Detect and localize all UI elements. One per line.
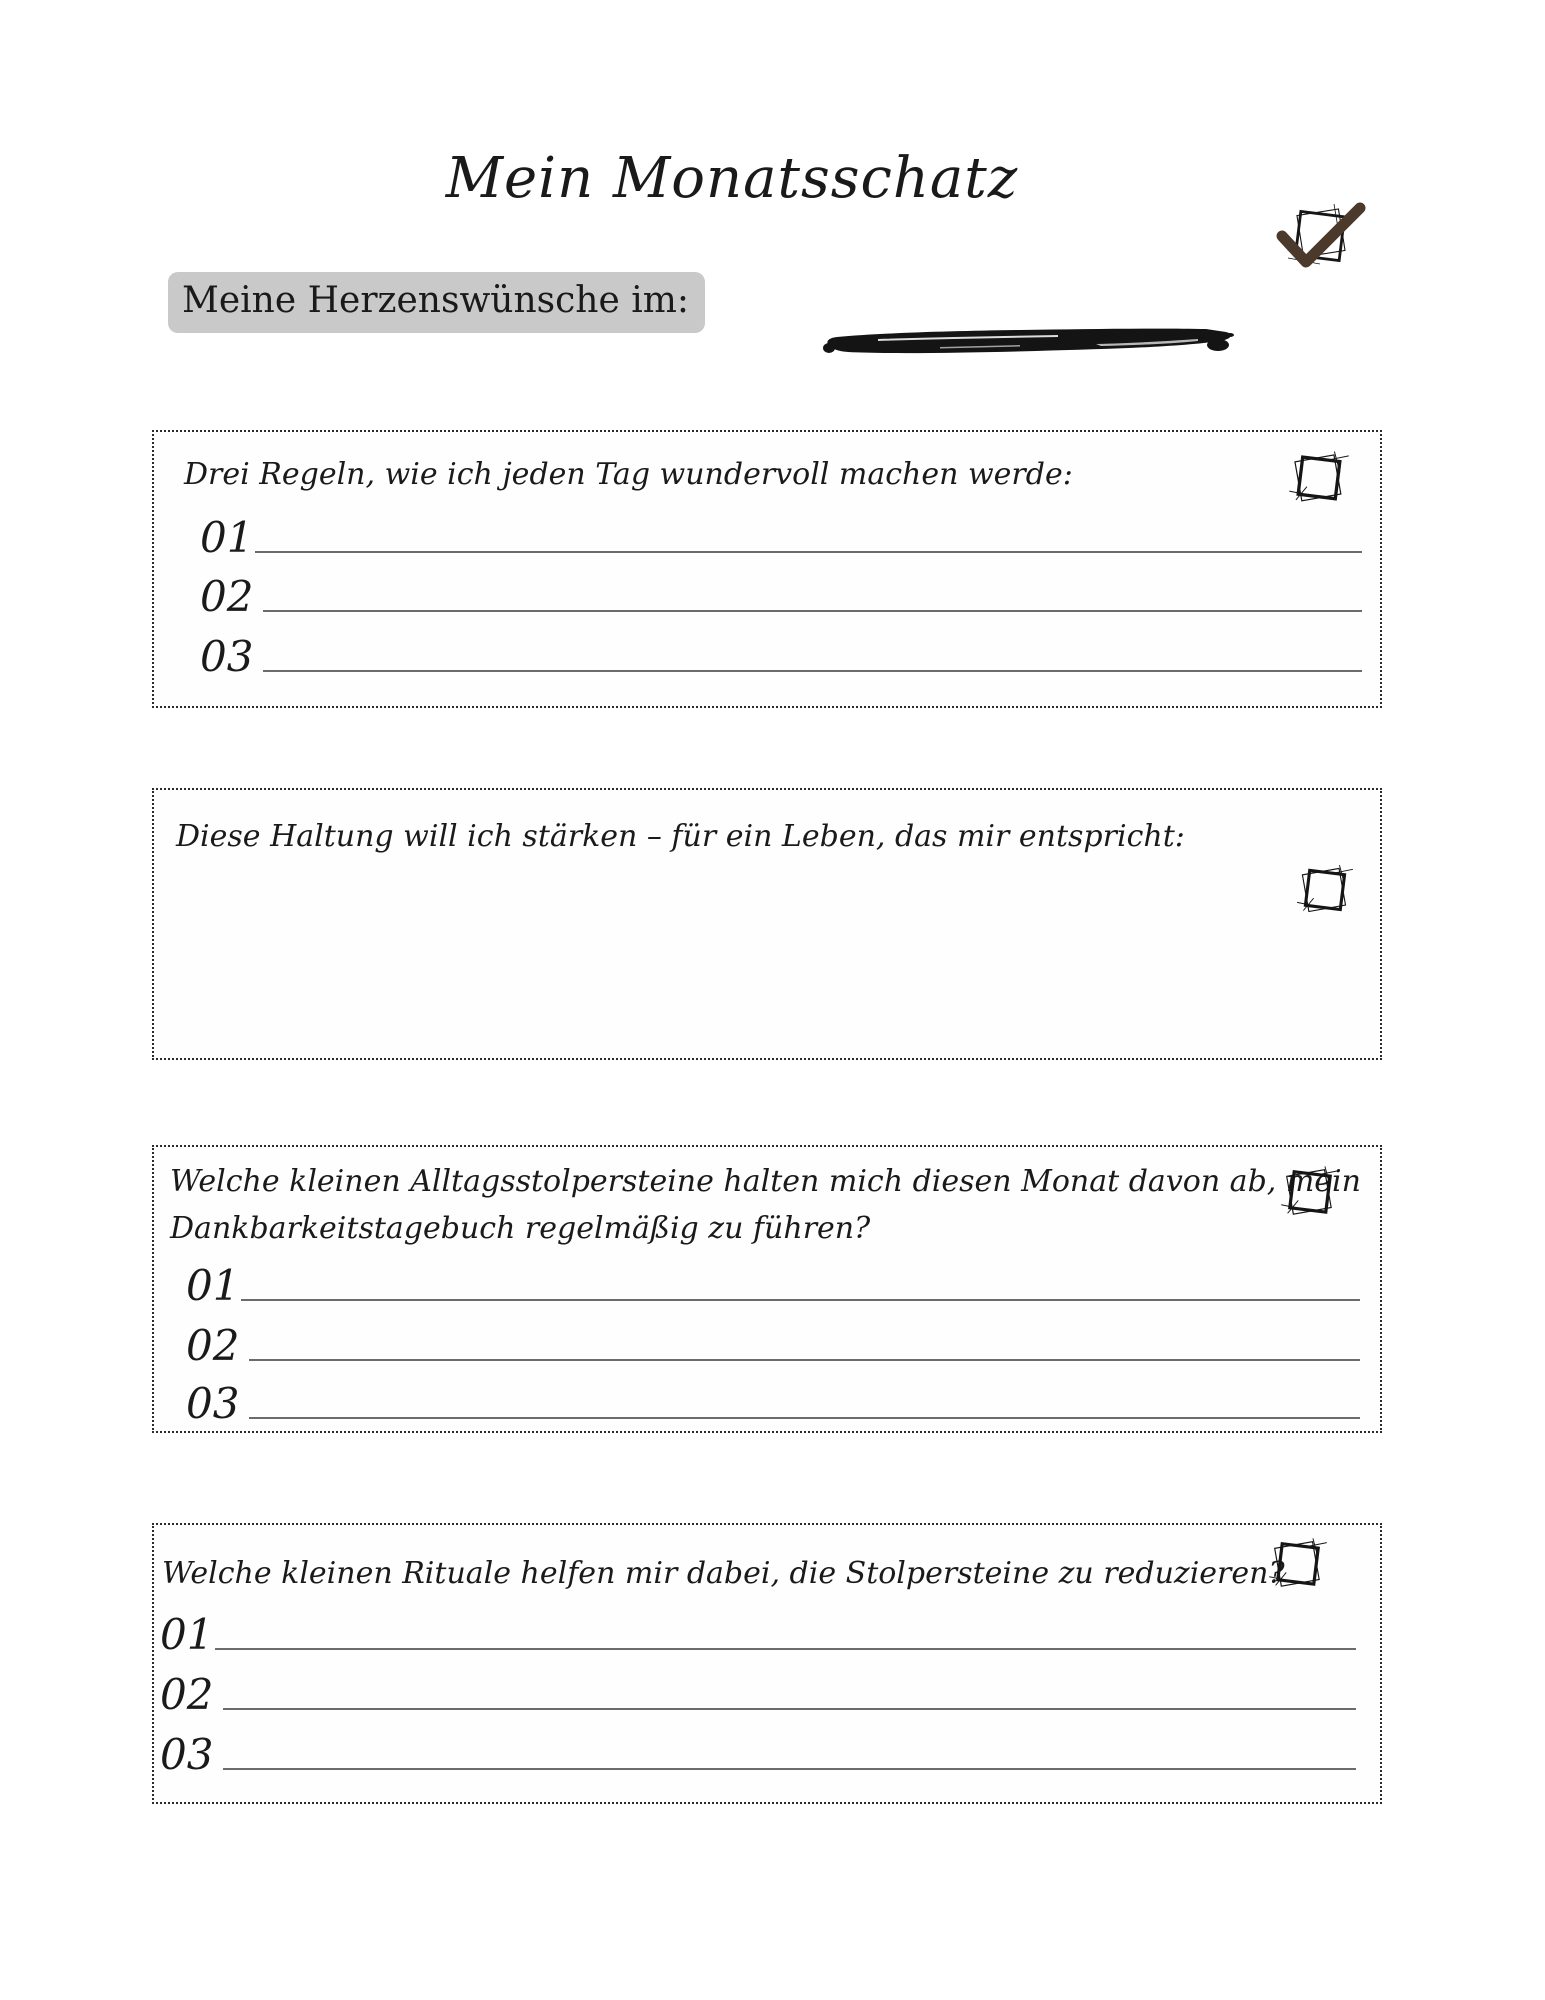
row-number: 02 <box>160 1670 214 1719</box>
writing-line <box>223 1768 1356 1770</box>
row-number: 03 <box>160 1730 214 1779</box>
writing-line <box>263 670 1362 672</box>
row-number: 03 <box>200 632 254 681</box>
writing-line <box>215 1648 1356 1650</box>
prompt-box-attitude <box>152 788 1382 1060</box>
page-title: Mein Monatsschatz <box>445 146 1019 211</box>
prompt-box-obstacles <box>152 1145 1382 1433</box>
numbered-row <box>200 572 1362 621</box>
sketched-square-icon <box>1266 1533 1330 1597</box>
box-prompt: Diese Haltung will ich stärken – für ein Leben, das mir entspricht: <box>176 819 1185 854</box>
writing-line <box>241 1299 1360 1301</box>
prompt-box-rituals <box>152 1523 1382 1804</box>
numbered-row <box>186 1321 1360 1370</box>
numbered-row <box>160 1610 1356 1659</box>
section-highlight-label: Meine Herzenswünsche im: <box>168 272 705 333</box>
box-prompt: Drei Regeln, wie ich jeden Tag wundervoll machen werde: <box>184 457 1073 492</box>
box-prompt: Welche kleinen Rituale helfen mir dabei, die Stolpersteine zu reduzieren? <box>162 1556 1285 1591</box>
prompt-box-rules <box>152 430 1382 708</box>
numbered-row <box>186 1379 1360 1428</box>
sketched-square-icon <box>1278 1161 1342 1225</box>
sketched-square-icon <box>1286 446 1352 512</box>
numbered-row <box>200 632 1362 681</box>
box-prompt: Welche kleinen Alltagsstolpersteine halten mich diesen Monat davon ab, mein Dankbarkeitstagebuch regelmäßig zu führen? <box>170 1164 1361 1246</box>
row-number: 01 <box>200 513 254 562</box>
numbered-row <box>186 1261 1360 1310</box>
row-number: 01 <box>186 1261 240 1310</box>
writing-line <box>255 551 1362 553</box>
numbered-row <box>160 1730 1356 1779</box>
checked-box-icon <box>1270 196 1366 280</box>
row-number: 02 <box>186 1321 240 1370</box>
writing-line <box>263 610 1362 612</box>
writing-line <box>249 1417 1360 1419</box>
numbered-row <box>200 513 1362 562</box>
writing-line <box>249 1359 1360 1361</box>
row-number: 02 <box>200 572 254 621</box>
brush-stroke-icon <box>820 320 1238 362</box>
row-number: 03 <box>186 1379 240 1428</box>
numbered-row <box>160 1670 1356 1719</box>
sketched-square-icon <box>1294 860 1356 922</box>
writing-line <box>223 1708 1356 1710</box>
row-number: 01 <box>160 1610 214 1659</box>
